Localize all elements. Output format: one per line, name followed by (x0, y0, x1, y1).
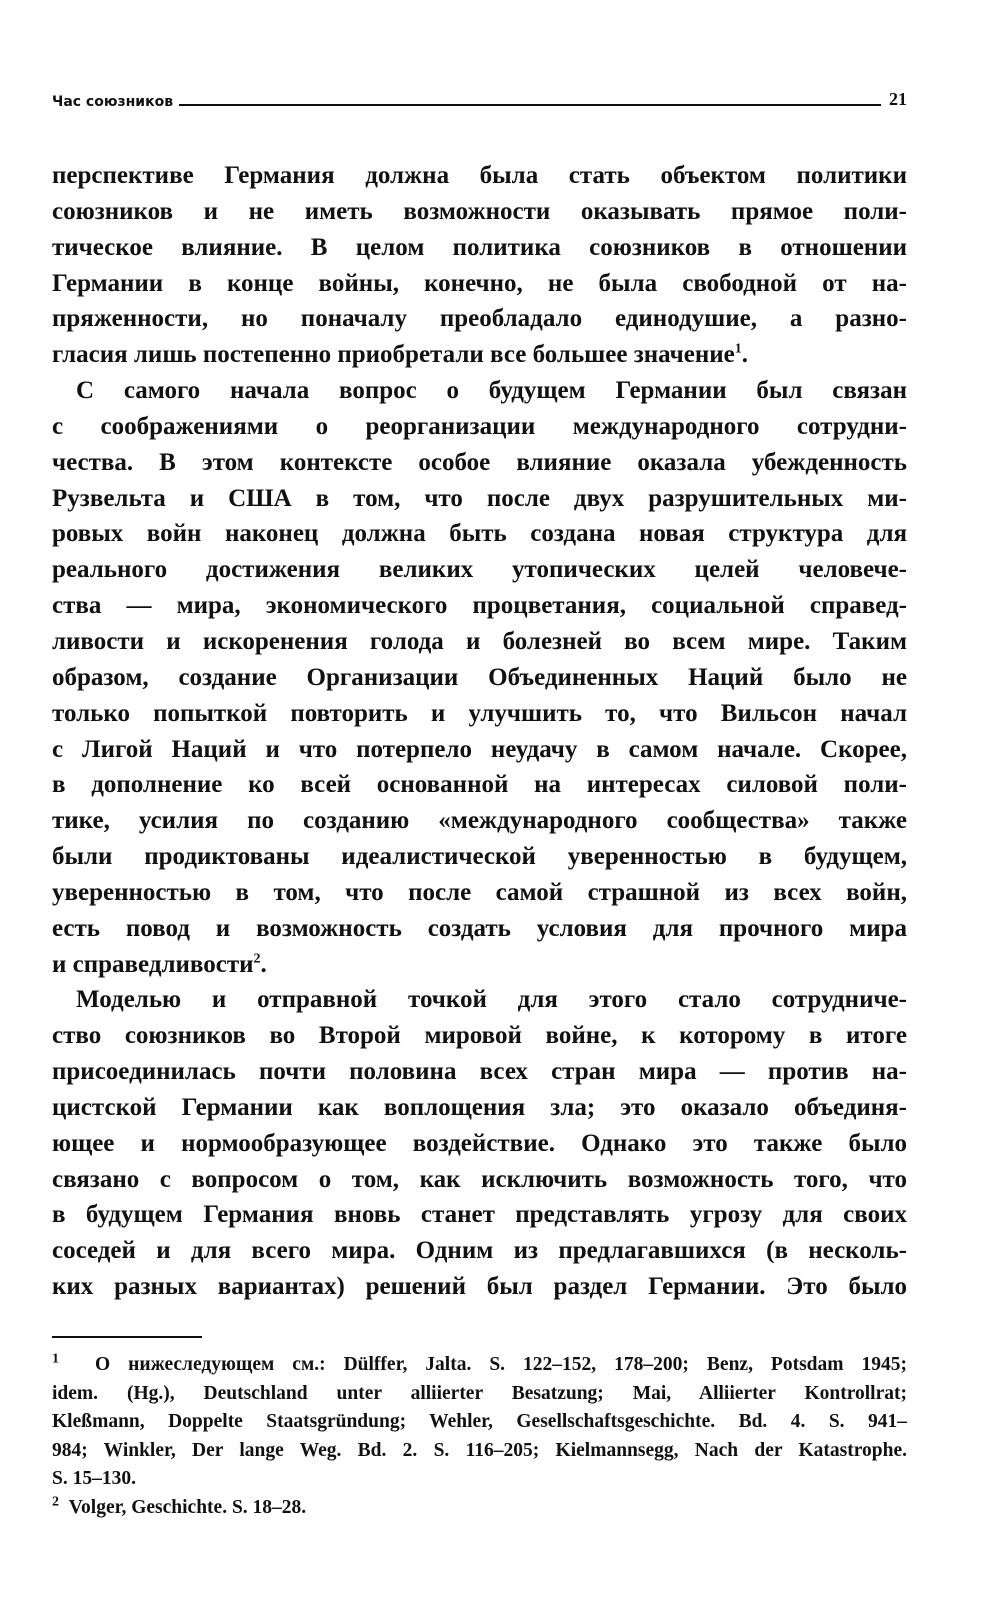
body-text (52, 158, 907, 1305)
footnote-line (52, 1408, 907, 1437)
line-text: тике, усилия по созданию «международного сообщества» также (52, 807, 907, 835)
line-text: С самого начала вопрос о будущем Германии был связан (76, 377, 907, 405)
line-text: в будущем Германия вновь станет представлять угрозу для своих (52, 1201, 907, 1229)
line-text: есть повод и возможность создать условия для прочного мира (52, 914, 907, 942)
text-line (52, 1197, 907, 1233)
paragraph (52, 158, 907, 373)
text-line (52, 1162, 907, 1198)
sentence-end: . (260, 950, 267, 978)
footnote (52, 1494, 907, 1523)
text-line (52, 516, 907, 552)
text-line (52, 1090, 907, 1126)
footnote-divider (52, 1336, 202, 1338)
footnote-ref: 1 (734, 341, 742, 357)
line-text: связано с вопросом о том, как исключить возможность того, что (52, 1165, 907, 1193)
footnote-text: Kleßmann, Doppelte Staatsgründung; Wehler, Gesellschaftsgeschichte. Bd. 4. S. 941– (52, 1411, 907, 1432)
text-line (52, 158, 907, 194)
text-line (52, 660, 907, 696)
text-line (52, 445, 907, 481)
footnote-line (52, 1351, 907, 1380)
line-text: ливости и искоренения голода и болезней во всем мире. Таким (52, 627, 907, 655)
footnote-number: 1 (52, 1351, 59, 1367)
line-text: ровых войн наконец должна быть создана новая структура для (52, 520, 907, 548)
text-line (52, 732, 907, 768)
text-line (52, 624, 907, 660)
footnote-ref: 2 (253, 951, 261, 967)
text-line (52, 1054, 907, 1090)
line-text: были продиктованы идеалистической уверенностью в будущем, (52, 843, 907, 871)
line-text: ство союзников во Второй мировой войне, к которому в итоге (52, 1022, 907, 1050)
text-line (52, 301, 907, 337)
footnote-line (52, 1380, 907, 1409)
running-header (52, 86, 907, 110)
page-number: 21 (889, 89, 907, 109)
text-line (52, 982, 907, 1018)
text-line (52, 481, 907, 517)
text-line (52, 839, 907, 875)
line-text: только попыткой повторить и улучшить то, что Вильсон начал (52, 699, 907, 727)
header-rule (179, 104, 881, 106)
footnote-text: S. 15–130. (52, 1468, 136, 1489)
text-line (52, 266, 907, 302)
line-text: Германии в конце войны, конечно, не была свободной от на- (52, 269, 907, 297)
paragraph (52, 373, 907, 982)
text-line (52, 409, 907, 445)
text-line (52, 194, 907, 230)
text-line (52, 373, 907, 409)
text-line (52, 911, 907, 947)
text-line (52, 803, 907, 839)
text-line (52, 230, 907, 266)
text-line (52, 1126, 907, 1162)
text-line (52, 1233, 907, 1269)
text-line (52, 696, 907, 732)
line-text: уверенностью в том, что после самой страшной из всех войн, (52, 878, 907, 906)
line-text: цистской Германии как воплощения зла; это оказало объединя- (52, 1093, 907, 1121)
line-text: присоединилась почти половина всех стран мира — против на- (52, 1058, 907, 1086)
line-text: чества. В этом контексте особое влияние оказала убежденность (52, 448, 907, 476)
footnote-text: idem. (Hg.), Deutschland unter alliierter Besatzung; Mai, Alliierter Kontrollrat; (52, 1382, 907, 1404)
line-text: и справедливости (52, 950, 254, 978)
footnote (52, 1351, 907, 1494)
line-text: ких разных вариантах) решений был раздел Германии. Это было (52, 1273, 907, 1301)
footnote-text: 984; Winkler, Der lange Weg. Bd. 2. S. 116–205; Kielmannsegg, Nach der Katastrophe. (52, 1439, 907, 1461)
text-line (52, 947, 907, 983)
footnote-text: О нижеследующем см.: Dülffer, Jalta. S. 122–152, 178–200; Benz, Potsdam 1945; (94, 1354, 907, 1375)
text-line (52, 767, 907, 803)
text-line (52, 588, 907, 624)
text-line (52, 875, 907, 911)
sentence-end: . (741, 341, 749, 369)
line-text: образом, создание Организации Объединенных Наций было не (52, 663, 907, 691)
line-text: Моделью и отправной точкой для этого стало сотрудниче- (76, 986, 907, 1014)
line-text: реального достижения великих утопических целей человече- (52, 556, 907, 584)
footnote-line (52, 1465, 907, 1494)
footnotes (52, 1351, 907, 1522)
line-text: гласия лишь постепенно приобретали все большее значение (52, 341, 735, 369)
line-text: с Лигой Наций и что потерпело неудачу в самом начале. Скорее, (52, 735, 907, 763)
footnote-number: 2 (52, 1494, 59, 1509)
text-line (52, 1269, 907, 1305)
line-text: в дополнение ко всей основанной на интересах силовой поли- (52, 771, 907, 799)
line-text: тическое влияние. В целом политика союзников в отношении (52, 233, 907, 261)
line-text: союзников и не иметь возможности оказывать прямое поли- (52, 197, 907, 225)
line-text: соседей и для всего мира. Одним из предлагавшихся (в несколь- (52, 1237, 907, 1265)
text-line (52, 552, 907, 588)
text-line (52, 1018, 907, 1054)
line-text: с соображениями о реорганизации международного сотрудни- (52, 412, 907, 440)
footnote-text: Volger, Geschichte. S. 18–28. (68, 1496, 307, 1518)
line-text: перспективе Германия должна была стать объектом политики (52, 162, 907, 189)
line-text: пряженности, но поначалу преобладало единодушие, а разно- (52, 305, 907, 333)
text-line (52, 337, 907, 373)
line-text: ства — мира, экономического процветания, социальной справед- (52, 592, 907, 620)
line-text: Рузвельта и США в том, что после двух разрушительных ми- (52, 484, 907, 512)
line-text: ющее и нормообразующее воздействие. Однако это также было (52, 1129, 907, 1157)
running-title: Час союзников (52, 94, 174, 110)
footnote-line (52, 1494, 907, 1523)
footnote-line (52, 1437, 907, 1466)
paragraph (52, 982, 907, 1305)
